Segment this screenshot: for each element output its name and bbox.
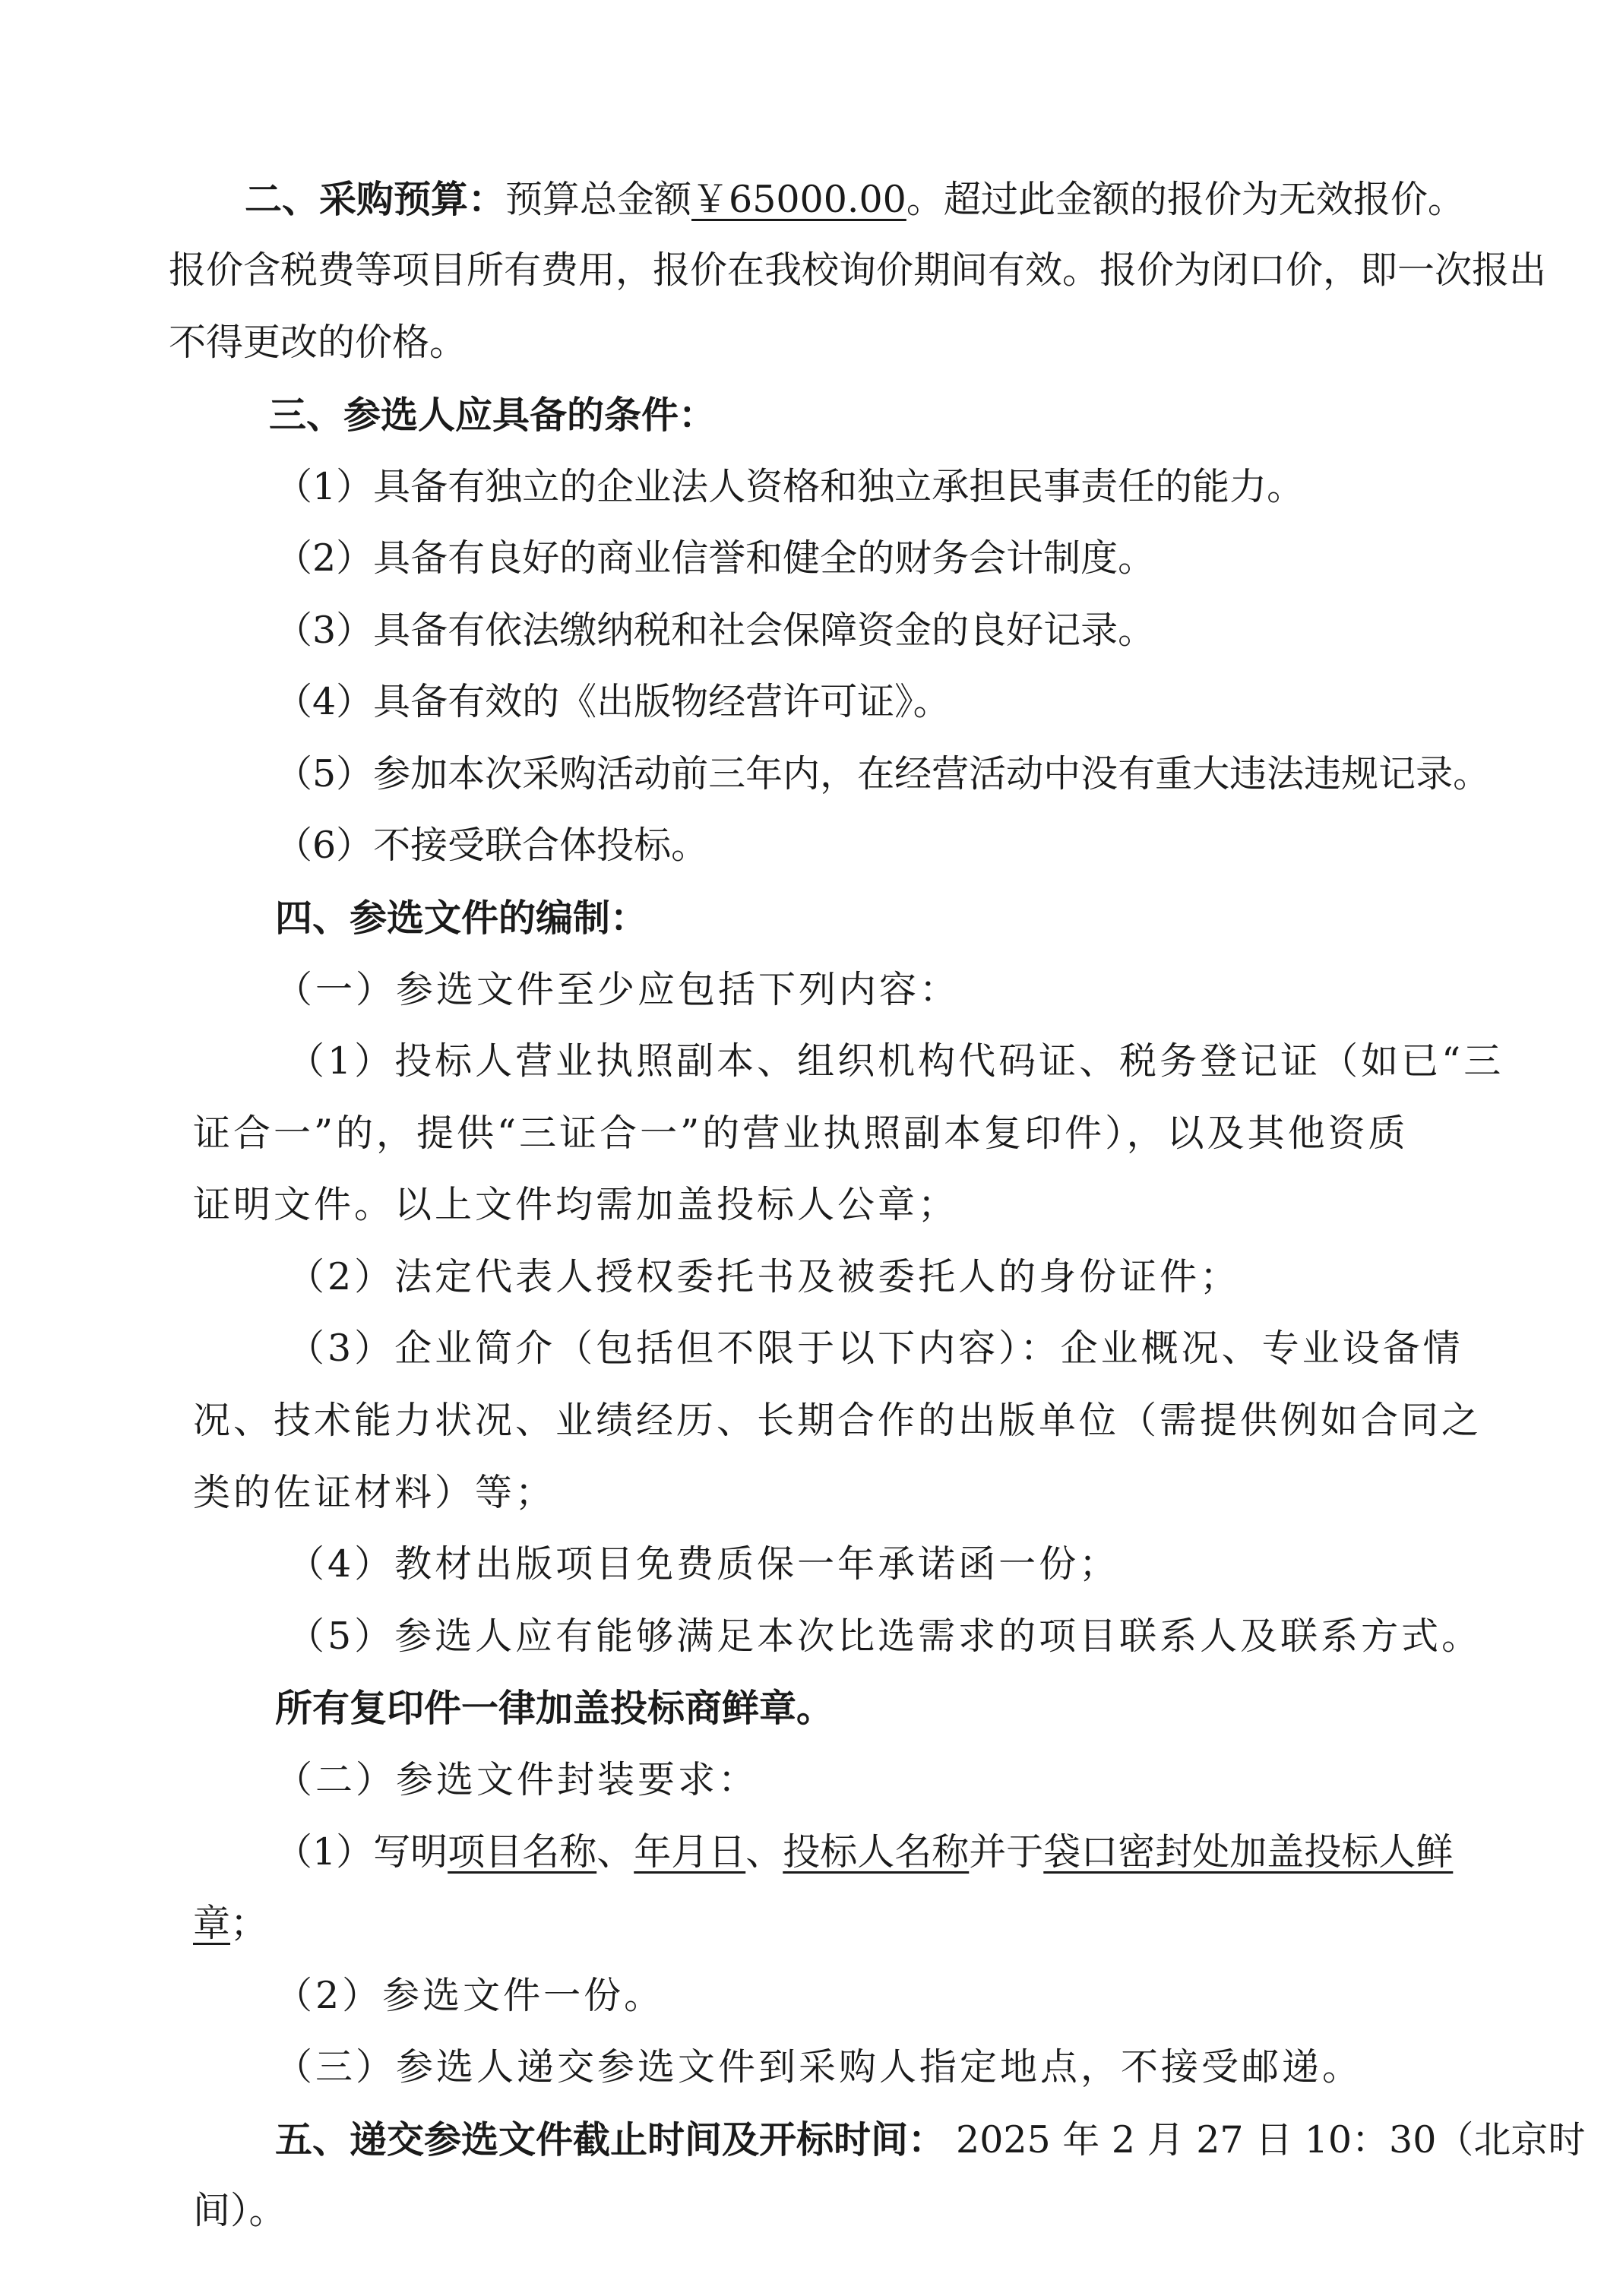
deadline-line-1 bbox=[275, 2117, 1585, 2163]
docs-seal-item2: （2）参选文件一份。 bbox=[275, 1974, 665, 2017]
docs-item1-line1: （1）投标人营业执照副本、组织机构代码证、税务登记证（如已“三 bbox=[287, 1039, 1504, 1083]
seal-sep: 、 bbox=[745, 1830, 783, 1874]
condition-item: （2）具备有良好的商业信誉和健全的财务会计制度。 bbox=[275, 536, 1156, 580]
condition-item: （4）具备有效的《出版物经营许可证》。 bbox=[275, 680, 951, 723]
docs-seal-line2 bbox=[193, 1901, 267, 1947]
budget-line-2: 报价含税费等项目所有费用，报价在我校询价期间有效。报价为闭口价，即一次报出 bbox=[169, 248, 1547, 292]
budget-intro: 预算总金额 bbox=[505, 178, 692, 221]
deadline-time: 2025 年 2 月 27 日 10：30（北京时 bbox=[956, 2118, 1586, 2162]
seal-stamp-place: 袋口密封处加盖投标人鲜 bbox=[1043, 1830, 1454, 1874]
seal-project-name: 项目名称 bbox=[448, 1830, 597, 1874]
condition-item: （1）具备有独立的企业法人资格和独立承担民事责任的能力。 bbox=[275, 465, 1305, 508]
seal-sep: 、 bbox=[596, 1830, 634, 1874]
deadline-heading: 五、递交参选文件截止时间及开标时间： bbox=[275, 2117, 946, 2162]
docs-item1-line3: 证明文件。以上文件均需加盖投标人公章； bbox=[193, 1183, 959, 1226]
condition-item: （3）具备有依法缴纳税和社会保障资金的良好记录。 bbox=[275, 609, 1156, 652]
seal-stamp-place-end: 章 bbox=[193, 1902, 231, 1945]
condition-item: （5）参加本次采购活动前三年内，在经营活动中没有重大违法违规记录。 bbox=[275, 752, 1491, 795]
docs-sub3: （三）参选人递交参选文件到采购人指定地点，不接受邮递。 bbox=[275, 2045, 1363, 2089]
docs-item3-line1: （3）企业简介（包括但不限于以下内容）：企业概况、专业设备情 bbox=[287, 1327, 1463, 1370]
deadline-line-2: 间）。 bbox=[193, 2189, 286, 2232]
budget-after-amount: 。超过此金额的报价为无效报价。 bbox=[906, 178, 1465, 221]
budget-line-3: 不得更改的价格。 bbox=[169, 321, 467, 364]
condition-item: （6）不接受联合体投标。 bbox=[275, 824, 709, 867]
docs-stamp-note: 所有复印件一律加盖投标商鲜章。 bbox=[275, 1686, 834, 1730]
seal-bidder-name: 投标人名称 bbox=[783, 1830, 970, 1874]
docs-heading: 四、参选文件的编制： bbox=[275, 896, 648, 940]
seal-mid: 并于 bbox=[969, 1830, 1044, 1874]
budget-amount: ￥65000.00 bbox=[691, 178, 906, 221]
docs-item3-line3: 类的佐证材料）等； bbox=[193, 1471, 556, 1514]
seal-line2-end: ； bbox=[230, 1902, 268, 1945]
conditions-heading: 三、参选人应具备的条件： bbox=[269, 393, 717, 437]
docs-sub2: （二）参选文件封装要求： bbox=[275, 1758, 759, 1801]
seal-prefix: （1）写明 bbox=[275, 1830, 448, 1874]
docs-sub1: （一）参选文件至少应包括下列内容： bbox=[275, 968, 960, 1011]
docs-item1-line2: 证合一”的，提供“三证合一”的营业执照副本复印件），以及其他资质 bbox=[193, 1112, 1409, 1155]
budget-heading: 二、采购预算： bbox=[245, 177, 506, 221]
docs-item2: （2）法定代表人授权委托书及被委托人的身份证件； bbox=[287, 1255, 1241, 1298]
docs-item5: （5）参选人应有能够满足本次比选需求的项目联系人及联系方式。 bbox=[287, 1614, 1482, 1658]
docs-seal-line1 bbox=[275, 1830, 1453, 1875]
seal-date: 年月日 bbox=[634, 1830, 746, 1874]
budget-line-1 bbox=[245, 176, 1465, 223]
docs-item3-line2: 况、技术能力状况、业绩经历、长期合作的出版单位（需提供例如合同之 bbox=[193, 1399, 1482, 1442]
docs-item4: （4）教材出版项目免费质保一年承诺函一份； bbox=[287, 1542, 1120, 1586]
